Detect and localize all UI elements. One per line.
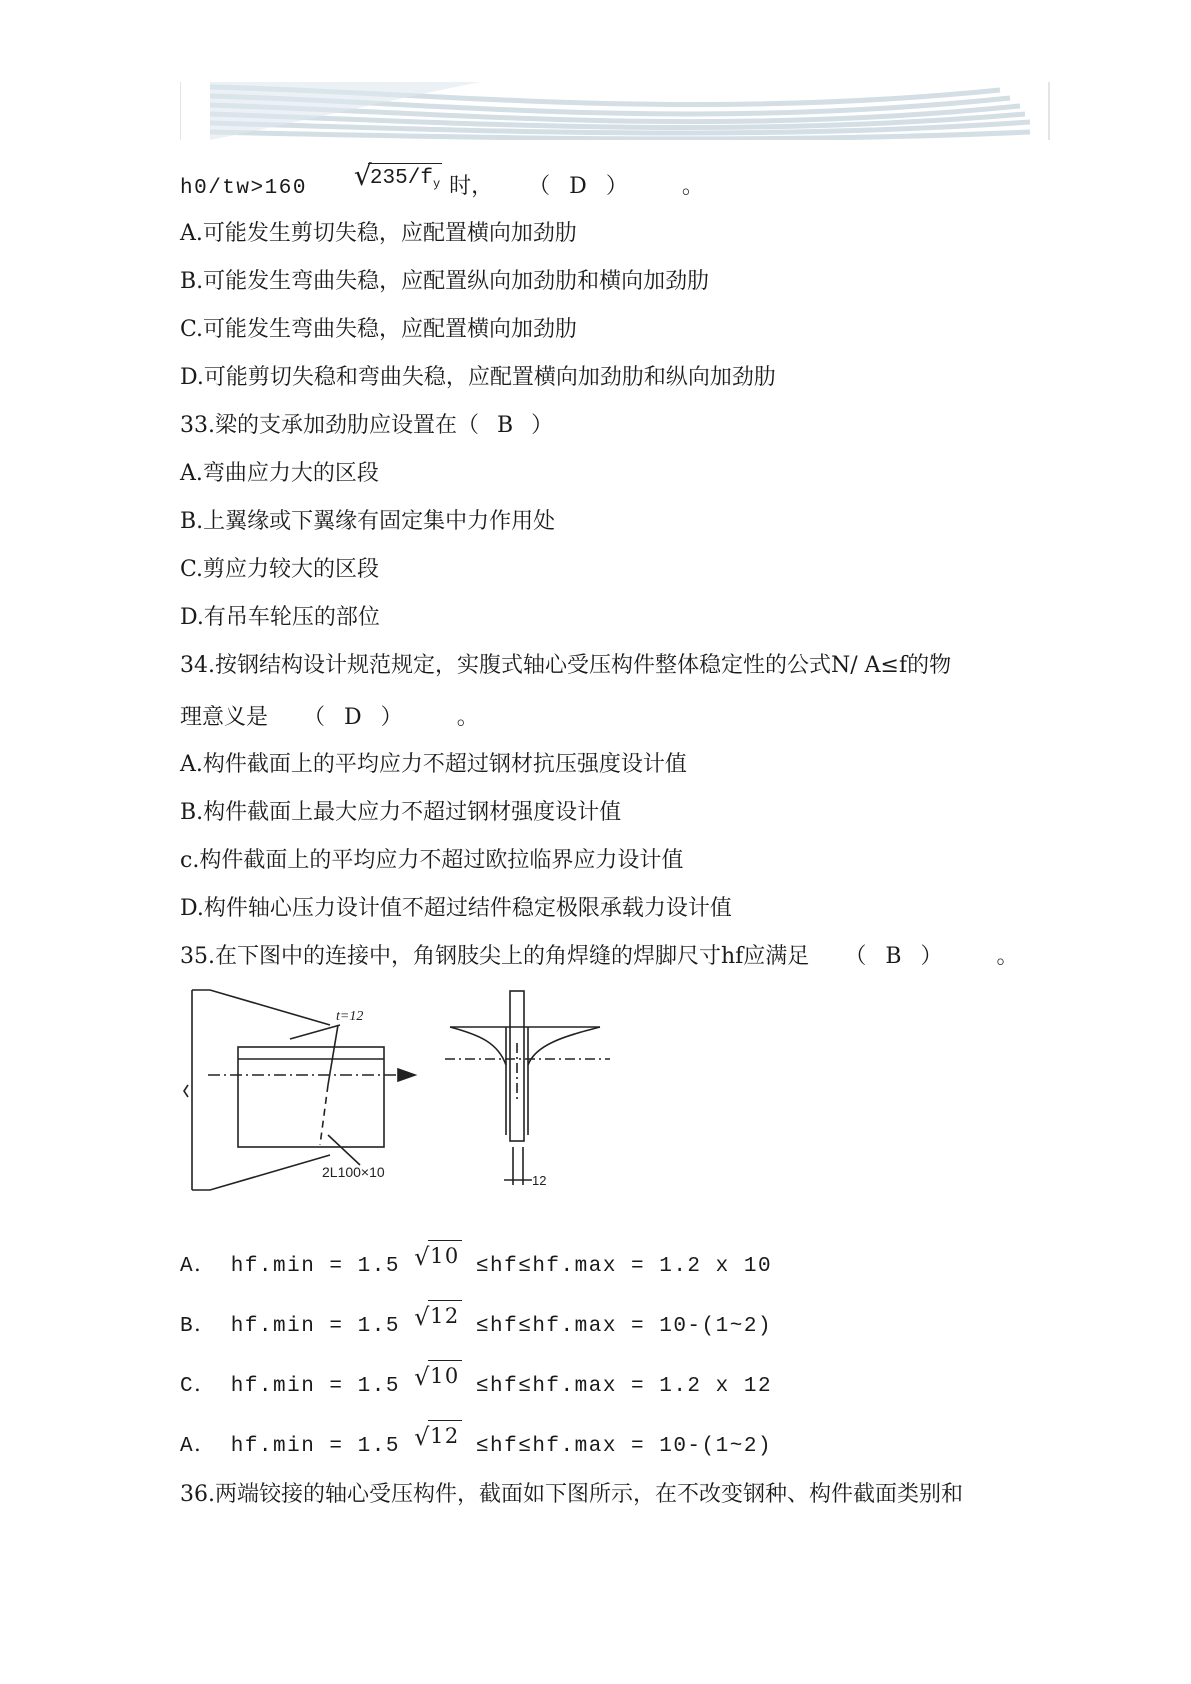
option-right: ≤hf≤hf.max = 1.2 x 12 [475,1375,773,1398]
q33-option-c: C.剪应力较大的区段 [180,557,380,582]
option-left: hf.min = 1.5 [230,1375,400,1398]
option-right: ≤hf≤hf.max = 10-(1~2) [475,1435,773,1458]
q33-stem: 33.梁的支承加劲肋应设置在（ [180,413,479,438]
q33-option-d: D.有吊车轮压的部位 [180,605,380,630]
radical-icon: √ [414,1303,431,1331]
option-right: ≤hf≤hf.max = 10-(1~2) [475,1315,773,1338]
q34-stem-line2 [180,703,479,733]
sqrt-expression [414,1423,462,1462]
option-left: hf.min = 1.5 [230,1435,400,1458]
q35-option-4 [180,1423,773,1462]
q33-close: ） [531,413,554,438]
q33-option-b: B.上翼缘或下翼缘有固定集中力作用处 [180,509,556,534]
q32-answer: （ D ） [528,174,629,199]
radical-icon: √ [414,1423,431,1451]
option-label: C． [180,1375,217,1398]
q32-prefix: h0/tw>160 [180,177,307,200]
q32-period: 。 [681,174,704,199]
radical-icon: √ [414,1243,431,1271]
q35-option-1 [180,1243,773,1282]
option-label: B． [180,1315,217,1338]
q32-condition-line [180,159,704,205]
q34-answer: （ D ） [303,705,404,730]
q36-stem: 36.两端铰接的轴心受压构件，截面如下图所示，在不改变钢种、构件截面类别和 [180,1482,963,1507]
q34-option-b: B.构件截面上最大应力不超过钢材强度设计值 [180,800,622,825]
q32-option-c: C.可能发生弯曲失稳，应配置横向加劲肋 [180,317,578,342]
q33-stem-line [180,411,553,441]
q32-radicand-sub: y [432,177,441,191]
q35-period: 。 [996,944,1019,969]
sqrt-expression [414,1243,462,1282]
q34-option-c: c.构件截面上的平均应力不超过欧拉临界应力设计值 [180,848,684,873]
radical-icon: √ [353,159,372,192]
option-radicand: 10 [428,1240,462,1271]
q35-answer: （ B ） [844,944,944,969]
option-right: ≤hf≤hf.max = 1.2 x 10 [475,1255,773,1278]
option-label: A． [180,1255,217,1278]
q34-stem2: 理意义是 [180,705,269,730]
q33-option-a: A.弯曲应力大的区段 [180,461,379,486]
option-radicand: 12 [428,1300,462,1331]
header-decoration [180,82,1050,140]
q34-option-d: D.构件轴心压力设计值不超过结件稳定极限承载力设计值 [180,896,732,921]
q35-option-3 [180,1363,773,1402]
q33-answer: B [497,413,514,438]
q32-option-a: A.可能发生剪切失稳，应配置横向加劲肋 [180,221,577,246]
q32-option-b: B.可能发生弯曲失稳，应配置纵向加劲肋和横向加劲肋 [180,269,710,294]
q32-option-d: D.可能剪切失稳和弯曲失稳，应配置横向加劲肋和纵向加劲肋 [180,365,776,390]
sqrt-expression [414,1363,462,1402]
option-label: A． [180,1435,217,1458]
q32-radicand: 235/f [369,167,433,190]
radical-icon: √ [414,1363,431,1391]
q35-stem-line [180,942,1019,972]
fig-label-angle: 2L100×10 [322,1164,385,1180]
sqrt-expression [353,159,442,205]
q34-stem-line1: 34.按钢结构设计规范规定，实腹式轴心受压构件整体稳定性的公式N/ A≤f的物 [180,653,952,678]
option-left: hf.min = 1.5 [230,1315,400,1338]
q34-period: 。 [456,705,479,730]
fig-label-gap: 12 [532,1173,547,1188]
option-left: hf.min = 1.5 [230,1255,400,1278]
sqrt-expression [414,1303,462,1342]
q32-suffix: 时， [449,174,494,199]
fig-label-thickness: t=12 [336,1009,364,1024]
option-radicand: 12 [428,1420,462,1451]
q34-option-a: A.构件截面上的平均应力不超过钢材抗压强度设计值 [180,752,687,777]
option-radicand: 10 [428,1360,462,1391]
q35-stem: 35.在下图中的连接中，角钢肢尖上的角焊缝的焊脚尺寸hf应满足 [180,944,810,969]
q35-connection-figure [180,985,660,1195]
q35-option-2 [180,1303,773,1342]
